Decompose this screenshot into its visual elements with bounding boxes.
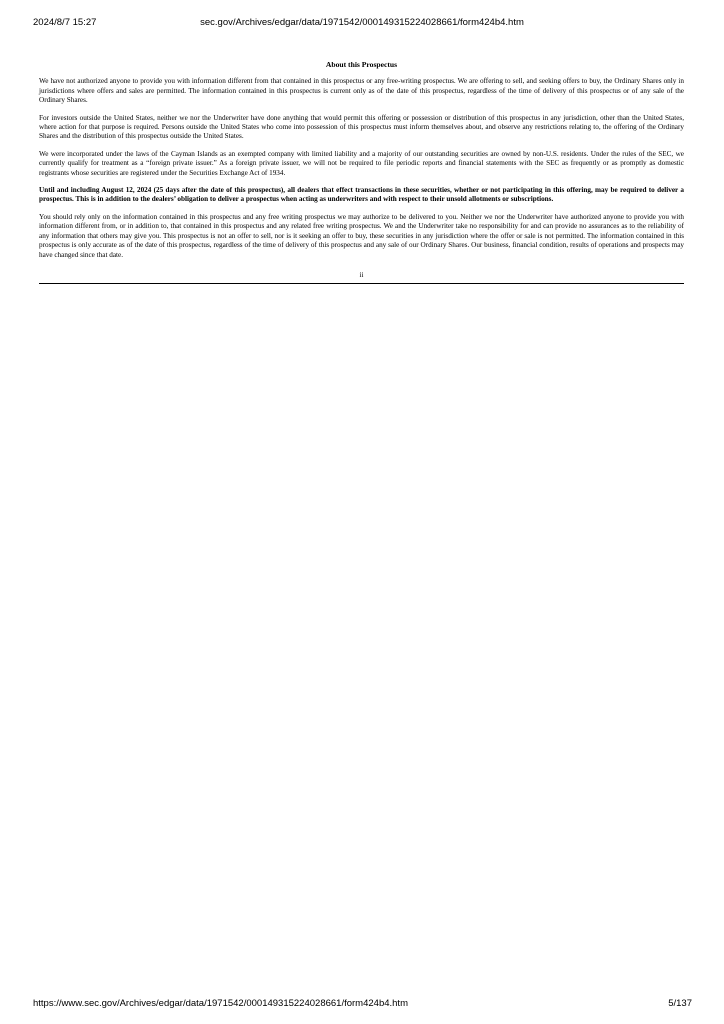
paragraph-incorporation: We were incorporated under the laws of the Cayman Islands as an exempted company with limited liability and a majority of our outstanding securities are owned by non-U.S. residents. Under the rules of the SEC, we currently qualify for treatment as a “foreign private issuer.” As a foreign private issuer, we will not be required to file periodic reports and financial statements with the SEC as frequently or as promptly as domestic registrants whose securities are registered under the Securities Exchange Act of 1934.: [39, 149, 684, 177]
paragraph-reliance: You should rely only on the information contained in this prospectus and any free writing prospectus we may authorize to be delivered to you. Neither we nor the Underwriter have authorized anyone to provide you with information different from, or in addition to, that contained in this prospectus and any related free writing prospectus. We and the Underwriter take no responsibility for and can provide no assurances as to the reliability of any information that others may give you. This prospectus is not an offer to sell, nor is it seeking an offer to buy, these securities in any jurisdiction where the offer or sale is not permitted. The information contained in this prospectus is only accurate as of the date of this prospectus, regardless of the time of delivery of this prospectus and any sale of our Ordinary Shares. Our business, financial condition, results of operations and prospects may have changed since that date.: [39, 212, 684, 259]
page-divider: [39, 283, 684, 284]
print-footer-url[interactable]: https://www.sec.gov/Archives/edgar/data/1971542/000149315224028661/form424b4.htm: [33, 998, 408, 1009]
print-header-url: sec.gov/Archives/edgar/data/1971542/000149315224028661/form424b4.htm: [200, 17, 524, 28]
section-title: About this Prospectus: [325, 60, 398, 69]
paragraph-investors-outside-us: For investors outside the United States, neither we nor the Underwriter have done anything that would permit this offering or possession or distribution of this prospectus in any jurisdiction, other than the United States, where action for that purpose is required. Persons outside the United States who come into possession of this prospectus must inform themselves about, and observe any restrictions relating to, the offering of the Ordinary Shares and the distribution of this prospectus outside the United States.: [39, 113, 684, 141]
page-number: ii: [359, 270, 364, 279]
print-header: [0, 17, 724, 31]
print-datetime: 2024/8/7 15:27: [33, 17, 97, 28]
print-page-count: 5/137: [668, 998, 692, 1009]
paragraph-authorization: We have not authorized anyone to provide you with information different from that contained in this prospectus or any free-writing prospectus. We are offering to sell, and seeking offers to buy, the Ordinary Shares only in jurisdictions where offers and sales are permitted. The information contained in this prospectus is current only as of the date of this prospectus, regardless of the time of delivery of this prospectus or of any sale of the Ordinary Shares.: [39, 77, 684, 105]
print-footer: [0, 998, 724, 1012]
prospectus-page: [39, 60, 684, 284]
paragraph-dealer-prospectus-delivery: Until and including August 12, 2024 (25 days after the date of this prospectus), all dealers that effect transactions in these securities, whether or not participating in this offering, may be required to deliver a prospectus. This is in addition to the dealers’ obligation to deliver a prospectus when acting as underwriters and with respect to their unsold allotments or subscriptions.: [39, 186, 684, 204]
